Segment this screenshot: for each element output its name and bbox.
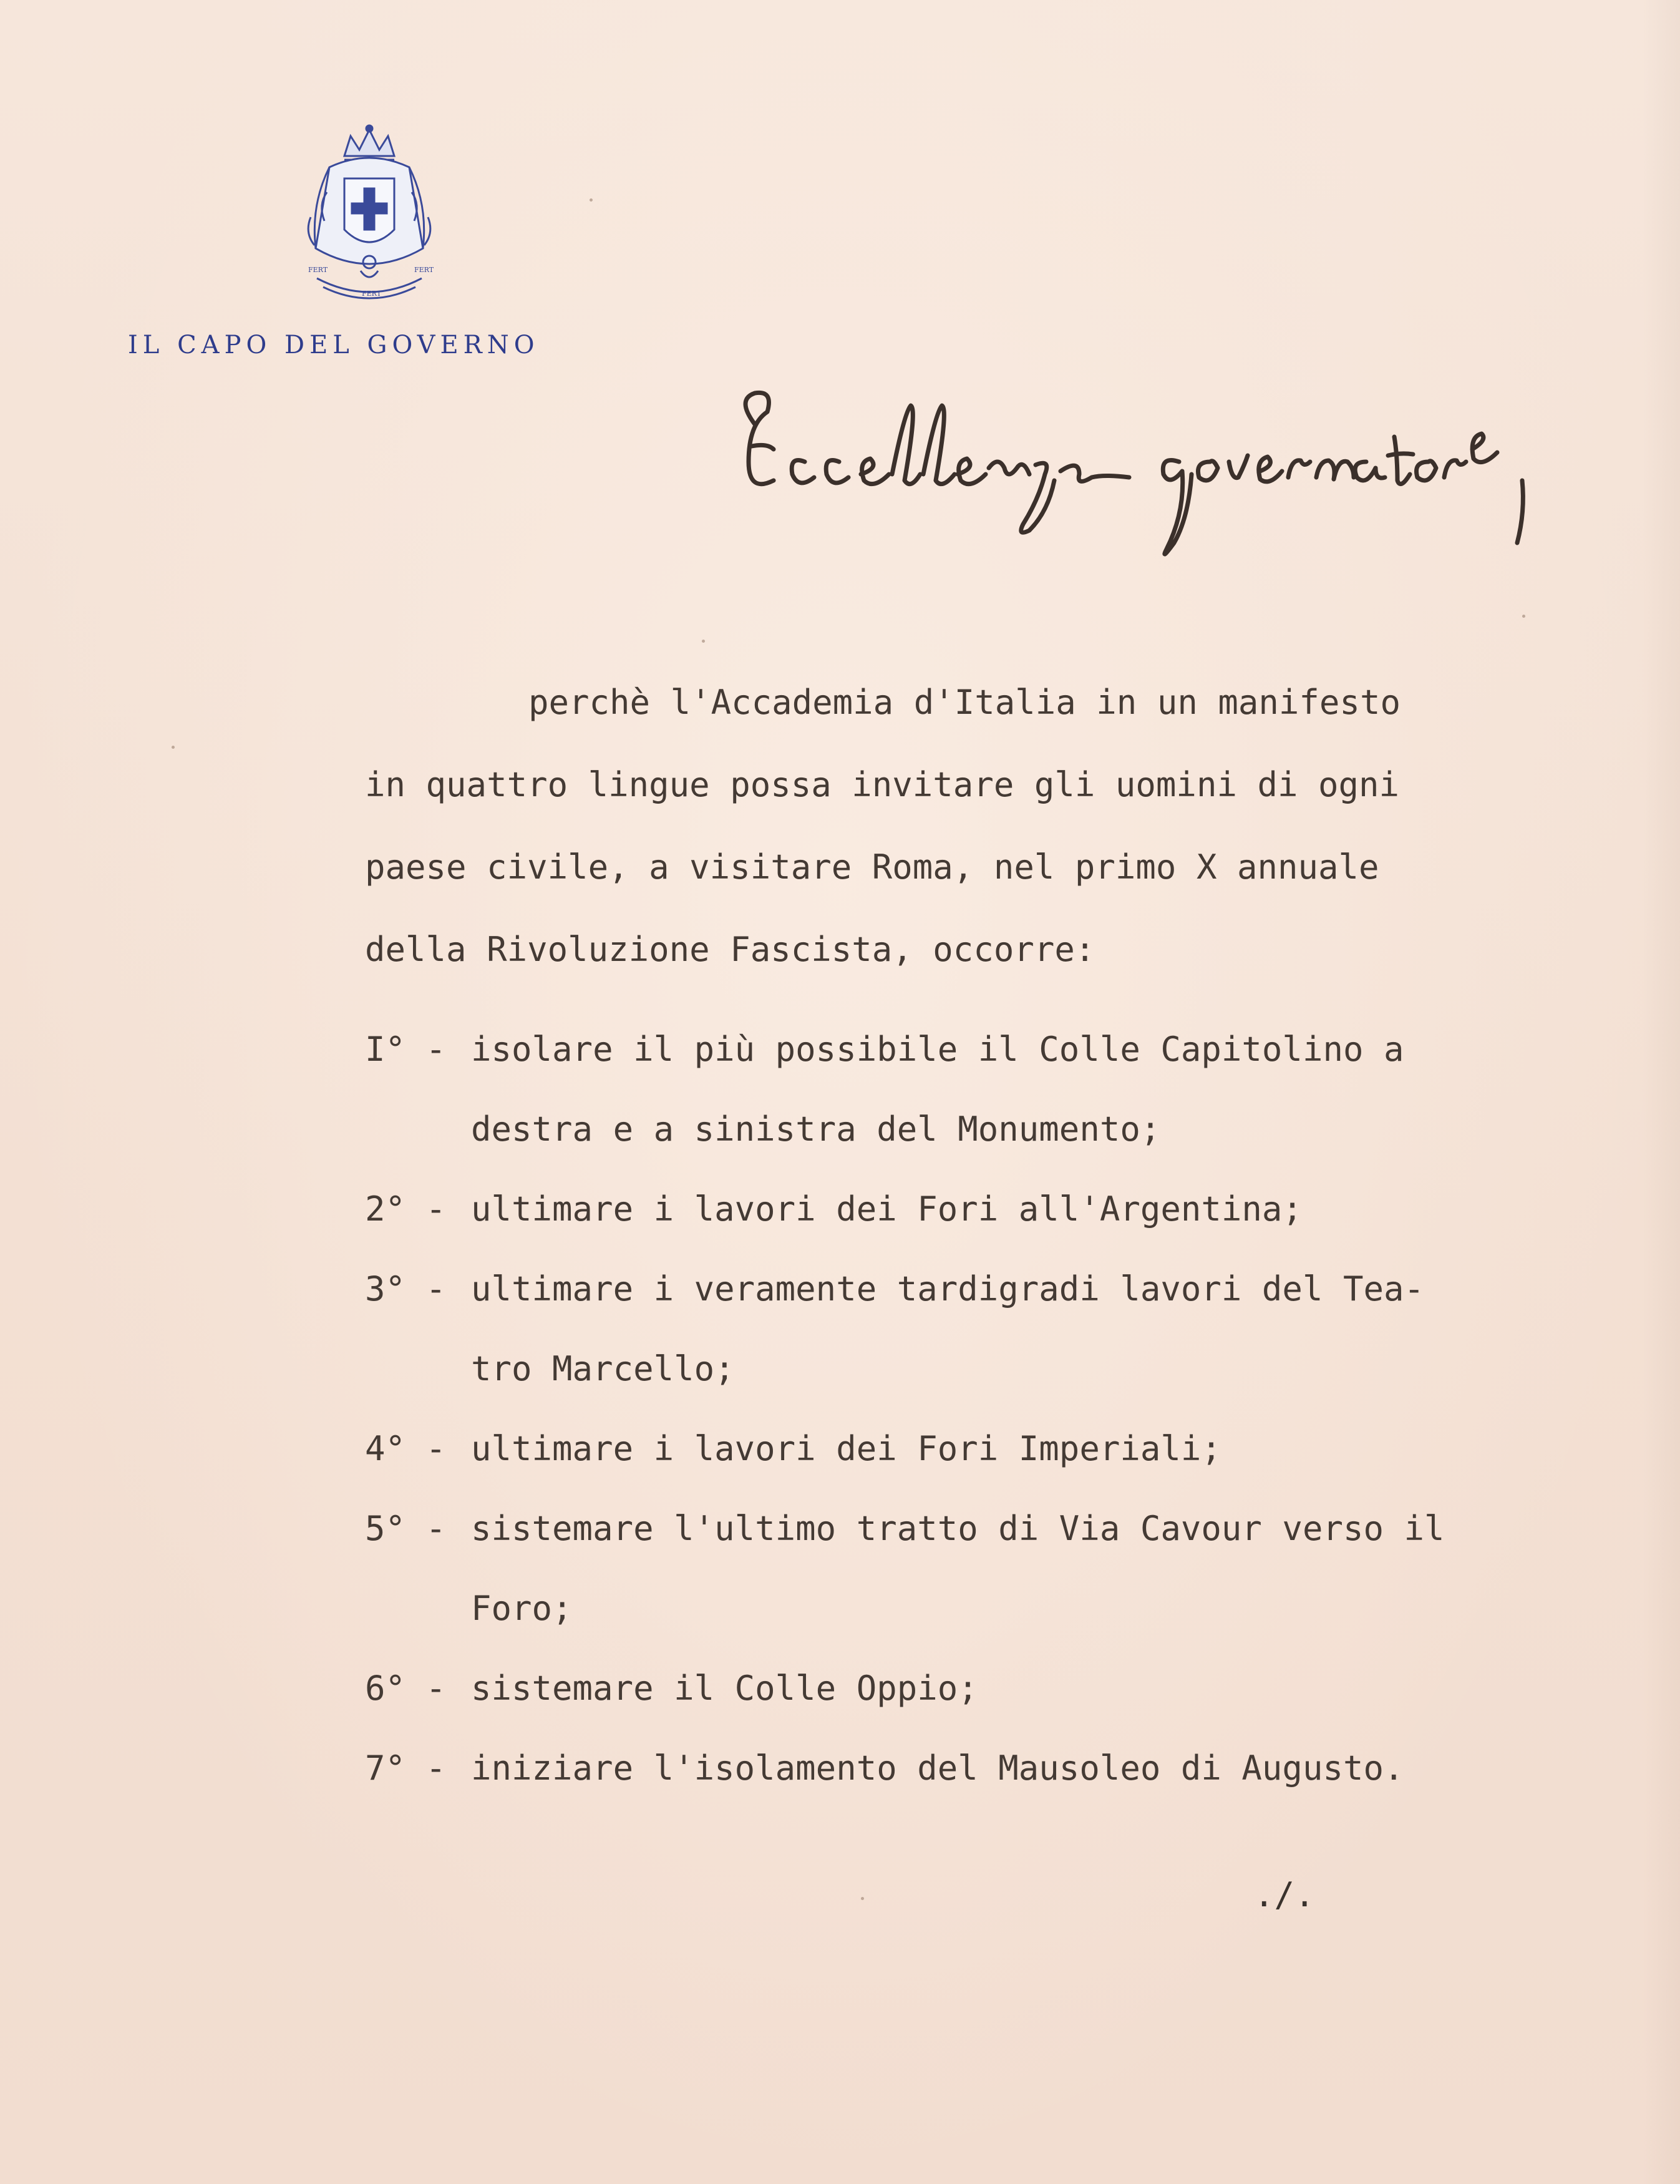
intro-line: paese civile, a visitare Roma, nel primo X annuale <box>365 847 1379 887</box>
list-item-text <box>471 1649 1469 1728</box>
intro-line: della Rivoluzione Fascista, occorre: <box>365 930 1095 969</box>
list-item <box>365 1728 1550 1808</box>
list-item-line: Foro; <box>471 1589 573 1628</box>
list-item-text <box>471 1728 1469 1808</box>
letterhead-title: IL CAPO DEL GOVERNO <box>128 331 540 359</box>
list-item <box>365 1489 1550 1649</box>
list-item-number: 7° - <box>365 1748 447 1788</box>
paper-speck <box>172 746 175 749</box>
list-item-line: tro Marcello; <box>471 1349 735 1388</box>
typed-body <box>365 661 1550 1808</box>
svg-text:FERT: FERT <box>308 266 328 274</box>
list-item-text <box>471 1409 1469 1489</box>
paper-speck <box>702 640 705 643</box>
list-item-line: isolare il più possibile il Colle Capitolino a <box>471 1030 1404 1069</box>
paper-edge-shadow <box>1643 0 1680 2184</box>
list-item-text <box>471 1010 1469 1169</box>
list-item-text <box>471 1249 1469 1409</box>
svg-text:FERT: FERT <box>362 290 382 298</box>
svg-text:FERT: FERT <box>414 266 434 274</box>
paper-speck <box>590 198 593 202</box>
paper-speck <box>1522 615 1525 618</box>
continuation-mark: ./. <box>1254 1875 1315 1914</box>
list-item-number: 2° - <box>365 1189 447 1229</box>
list-item <box>365 1010 1550 1169</box>
list-item-line: ultimare i lavori dei Fori Imperiali; <box>471 1429 1221 1468</box>
intro-line: in quattro lingue possa invitare gli uomini di ogni <box>365 765 1400 804</box>
list-item-text <box>471 1489 1469 1649</box>
list-item-number: 5° - <box>365 1509 447 1548</box>
list-item-number: 3° - <box>365 1269 447 1309</box>
list-item-number: I° - <box>365 1030 447 1069</box>
royal-coat-of-arms-icon <box>292 124 447 311</box>
list-item-number: 4° - <box>365 1429 447 1468</box>
list-item <box>365 1249 1550 1409</box>
list-item-line: sistemare il Colle Oppio; <box>471 1669 978 1708</box>
requirements-list <box>365 1010 1550 1808</box>
list-item-line: ultimare i veramente tardigradi lavori del Tea- <box>471 1269 1425 1309</box>
list-item <box>365 1169 1550 1249</box>
list-item-line: destra e a sinistra del Monumento; <box>471 1109 1161 1149</box>
list-item-number: 6° - <box>365 1669 447 1708</box>
list-item <box>365 1409 1550 1489</box>
list-item-text <box>471 1169 1469 1249</box>
intro-line: perchè l'Accademia d'Italia in un manifesto <box>528 683 1401 722</box>
paper-speck <box>861 1897 864 1900</box>
list-item <box>365 1649 1550 1728</box>
list-item-line: sistemare l'ultimo tratto di Via Cavour verso il <box>471 1509 1445 1548</box>
list-item-line: iniziare l'isolamento del Mausoleo di Augusto. <box>471 1748 1404 1788</box>
handwritten-salutation <box>730 387 1535 587</box>
list-item-line: ultimare i lavori dei Fori all'Argentina; <box>471 1189 1303 1229</box>
